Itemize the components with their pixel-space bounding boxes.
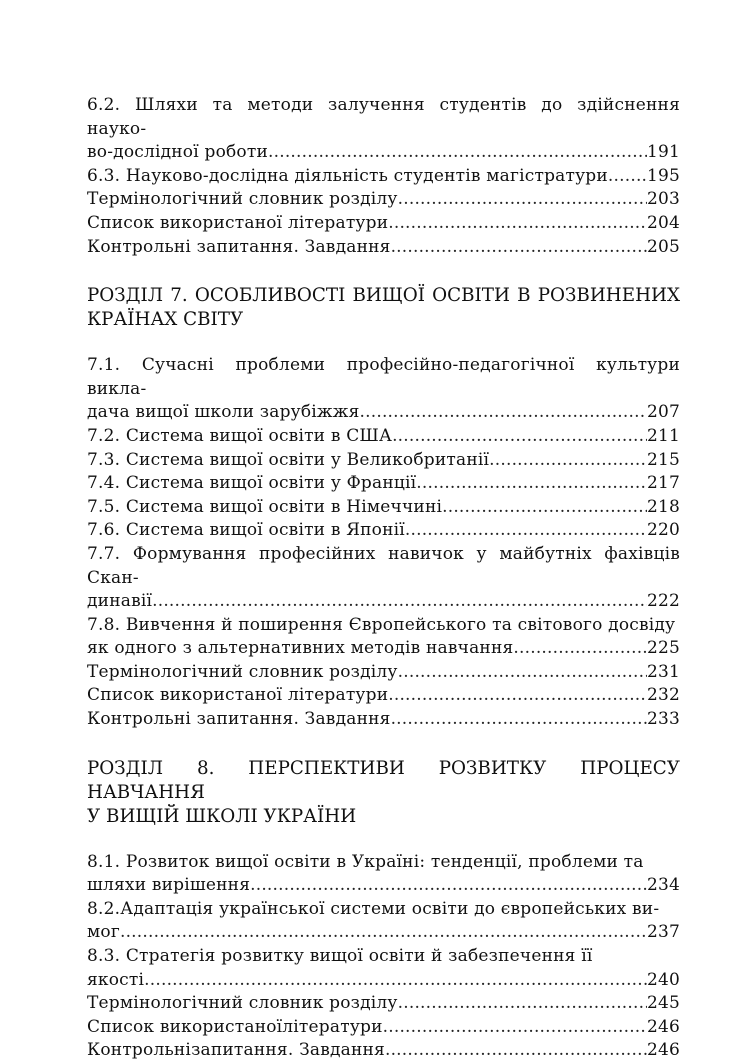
dot-leader (120, 921, 647, 945)
toc-entry-text-line: 7.7. Формування професійних навичок у майбутніх фахівців Скан- (87, 543, 680, 588)
toc-entry-last-line (87, 637, 680, 661)
toc-entry-last-line (87, 401, 680, 425)
toc-entry[interactable] (87, 661, 680, 685)
toc-entry[interactable] (87, 425, 680, 449)
toc-entry-text-line: 8.2.Адаптація української системи освіти до європейських ви- (87, 898, 660, 919)
page-number: 225 (646, 638, 680, 659)
toc-entry[interactable] (87, 472, 680, 496)
dot-leader (385, 1039, 647, 1063)
dot-leader (398, 661, 647, 685)
page-number: 205 (646, 236, 680, 257)
toc-entry-title: якості (87, 969, 145, 990)
page-number: 207 (646, 402, 680, 423)
toc-entry-last-line (87, 1039, 680, 1063)
toc-entry-title: шляхи вирішення (87, 875, 251, 896)
toc-entry-last-line (87, 236, 680, 260)
toc-entry-last-line (87, 496, 680, 520)
toc-entry-title: во-дослідної роботи (87, 142, 269, 163)
toc-entry-last-line (87, 472, 680, 496)
toc-entry-last-line (87, 921, 680, 945)
dot-leader (250, 874, 647, 898)
toc-entry[interactable] (87, 449, 680, 473)
toc-entry-last-line (87, 165, 680, 189)
page-number: 232 (646, 685, 680, 706)
toc-entry[interactable] (87, 543, 680, 614)
page-number: 195 (646, 165, 680, 186)
toc-entry-title: динавії (87, 591, 153, 612)
toc-entry-title: 7.2. Система вищої освіти в США (87, 425, 393, 446)
toc-entry-last-line (87, 425, 680, 449)
dot-leader (513, 637, 647, 661)
toc-entry-text-line: 7.8. Вивчення й поширення Європейського та світового досвіду (87, 614, 676, 635)
toc-entry-last-line (87, 708, 680, 732)
page-number: 215 (646, 449, 680, 470)
toc-entry[interactable] (87, 898, 680, 945)
dot-leader (442, 496, 647, 520)
toc-entry-last-line (87, 141, 680, 165)
toc-entry-title: Термінологічний словник розділу (87, 993, 398, 1014)
toc-entry[interactable] (87, 614, 680, 661)
toc-entry[interactable] (87, 851, 680, 898)
toc-entry-title: 7.4. Система вищої освіти у Франції (87, 473, 417, 494)
toc-entry-last-line (87, 519, 680, 543)
section-heading-line: У ВИЩІЙ ШКОЛІ УКРАЇНИ (87, 805, 357, 827)
dot-leader (398, 188, 647, 212)
toc-entry[interactable] (87, 1016, 680, 1040)
toc-entry-title: як одного з альтернативних методів навчання (87, 638, 514, 659)
toc-entry-last-line (87, 449, 680, 473)
page-number: 217 (646, 473, 680, 494)
toc-entry[interactable] (87, 992, 680, 1016)
toc-entry[interactable] (87, 236, 680, 260)
toc-entry-title: Контрольні запитання. Завдання (87, 236, 391, 257)
section-heading-line: РОЗДІЛ 8. ПЕРСПЕКТИВИ РОЗВИТКУ ПРОЦЕСУ НАВЧАННЯ (87, 757, 680, 803)
toc-entry-title: Термінологічний словник розділу (87, 189, 398, 210)
page-number: 245 (646, 993, 680, 1014)
toc-entry-last-line (87, 874, 680, 898)
page-number: 220 (646, 520, 680, 541)
toc-entry-title: 7.3. Система вищої освіти у Великобританії (87, 449, 490, 470)
dot-leader (388, 684, 647, 708)
toc-entry[interactable] (87, 519, 680, 543)
toc-entry-last-line (87, 992, 680, 1016)
dot-leader (416, 472, 647, 496)
toc-entry-last-line (87, 661, 680, 685)
toc-entry-title: Термінологічний словник розділу (87, 661, 398, 682)
toc-entry-title: Контрольнізапитання. Завдання (87, 1040, 385, 1061)
toc-entry-title: 6.3. Науково-дослідна діяльність студентів магістратури (87, 165, 608, 186)
toc-entry-text-line: 6.2. Шляхи та методи залучення студентів до здійснення науко- (87, 95, 680, 139)
toc-entry[interactable] (87, 188, 680, 212)
dot-leader (392, 425, 647, 449)
toc-group-chapter-7 (87, 354, 680, 732)
toc-entry[interactable] (87, 496, 680, 520)
page-number: 233 (646, 709, 680, 730)
dot-leader (152, 590, 647, 614)
toc-entry-title: Список використаної літератури (87, 212, 389, 233)
toc-entry-last-line (87, 1016, 680, 1040)
toc-entry[interactable] (87, 212, 680, 236)
page-number: 240 (646, 969, 680, 990)
page-number: 237 (646, 922, 680, 943)
toc-entry-last-line (87, 969, 680, 993)
dot-leader (360, 401, 647, 425)
page-number: 204 (646, 212, 680, 233)
dot-leader (405, 519, 647, 543)
table-of-contents (87, 94, 680, 1063)
dot-leader (398, 992, 647, 1016)
toc-entry-text-line: 8.3. Стратегія розвитку вищої освіти й забезпечення її (87, 946, 593, 967)
dot-leader (268, 141, 647, 165)
section-heading-7 (87, 284, 680, 332)
toc-entry[interactable] (87, 165, 680, 189)
page-number: 211 (646, 425, 680, 446)
toc-entry-title: Список використаної літератури (87, 685, 389, 706)
toc-entry[interactable] (87, 1039, 680, 1063)
toc-entry-text-line: 7.1. Сучасні проблеми професійно-педагогічної культури викла- (87, 355, 680, 399)
toc-entry-title: Контрольні запитання. Завдання (87, 709, 391, 730)
toc-entry[interactable] (87, 945, 680, 992)
toc-group-chapter-6 (87, 94, 680, 259)
toc-entry-last-line (87, 188, 680, 212)
toc-entry-text-line: 8.1. Розвиток вищої освіти в Україні: тенденції, проблеми та (87, 851, 644, 872)
page-number: 234 (646, 875, 680, 896)
toc-entry-last-line (87, 684, 680, 708)
page-number: 246 (646, 1016, 680, 1037)
dot-leader (391, 708, 647, 732)
toc-entry[interactable] (87, 708, 680, 732)
page-number: 246 (646, 1040, 680, 1061)
toc-entry-title: Список використаноїлітератури (87, 1016, 383, 1037)
toc-entry-title: дача вищої школи зарубіжжя (87, 402, 360, 423)
toc-entry-title: 7.6. Система вищої освіти в Японії (87, 520, 405, 541)
toc-entry-title: мог (87, 922, 120, 943)
dot-leader (383, 1016, 647, 1040)
toc-entry[interactable] (87, 354, 680, 425)
section-heading-line: РОЗДІЛ 7. ОСОБЛИВОСТІ ВИЩОЇ ОСВІТИ В РОЗВИНЕНИХ (87, 285, 680, 307)
dot-leader (144, 969, 647, 993)
section-heading-8 (87, 757, 680, 829)
toc-group-chapter-8 (87, 851, 680, 1063)
section-heading-line: КРАЇНАХ СВІТУ (87, 309, 244, 331)
page-number: 222 (646, 591, 680, 612)
page-number: 191 (646, 142, 680, 163)
page-number: 203 (646, 189, 680, 210)
dot-leader (388, 212, 647, 236)
dot-leader (391, 236, 647, 260)
page-number: 218 (646, 496, 680, 517)
dot-leader (489, 449, 647, 473)
toc-entry[interactable] (87, 94, 680, 165)
toc-entry-title: 7.5. Система вищої освіти в Німеччині (87, 496, 443, 517)
toc-entry[interactable] (87, 684, 680, 708)
toc-entry-last-line (87, 590, 680, 614)
dot-leader (608, 165, 647, 189)
toc-entry-last-line (87, 212, 680, 236)
page-number: 231 (646, 661, 680, 682)
